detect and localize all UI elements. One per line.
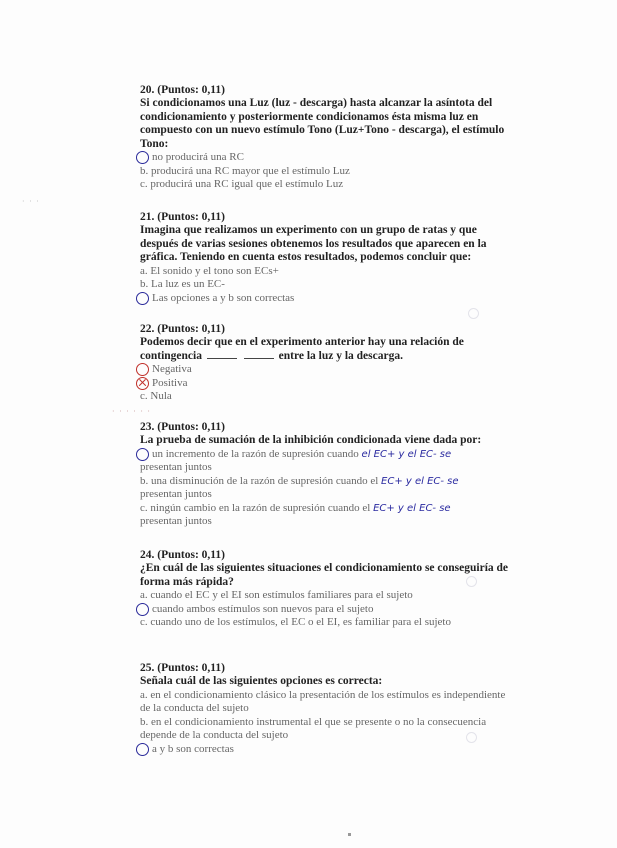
option-text: c. Nula [140,390,172,402]
faint-circle-mark [468,308,479,319]
option-text: a. en el condicionamiento clásico la presentación de los estímulos es independiente de la conducta del sujeto [140,688,506,714]
option-c[interactable] [140,502,512,529]
handwritten-note: EC+ y el EC- se [381,475,459,487]
page-dot [348,833,351,836]
question-header: 20. (Puntos: 0,11) [140,84,225,96]
option-text-continued: presentan juntos [140,488,212,500]
option-text: b. una disminución de la razón de supresión cuando el [140,474,379,487]
option-c[interactable] [140,178,512,192]
option-text: a. El sonido y el tono son ECs+ [140,264,279,277]
option-b[interactable] [140,475,512,502]
question-20 [140,84,512,192]
option-c[interactable] [140,292,512,306]
handwritten-note: el EC+ y el EC- se [361,448,452,460]
question-header: 24. (Puntos: 0,11) [140,549,225,561]
question-21 [140,211,512,305]
option-text: a. cuando el EC y el EI son estímulos familiares para el sujeto [140,589,413,601]
option-b[interactable] [140,603,512,617]
option-c[interactable] [140,616,512,630]
question-header: 23. (Puntos: 0,11) [140,421,225,433]
option-text: Negativa [152,363,192,375]
option-a[interactable] [140,363,512,377]
answer-circle-blue [136,743,149,756]
question-header: 22. (Puntos: 0,11) [140,323,225,335]
option-b[interactable] [140,377,512,391]
question-stem: Señala cuál de las siguientes opciones es correcta: [140,675,383,687]
question-25 [140,662,512,756]
answer-crossed-circle [136,377,149,390]
stem-part-b: entre la luz y la descarga. [278,349,403,362]
option-text: c. producirá una RC igual que el estímulo Luz [140,178,344,190]
option-b[interactable] [140,716,512,743]
option-text: b. La luz es un EC- [140,278,225,290]
option-text: b. en el condicionamiento instrumental el que se presente o no la consecuencia depende de la conducta del sujeto [140,715,487,741]
stray-scan-mark: · · · [22,197,40,206]
question-24 [140,549,512,630]
answer-circle-blue [136,448,149,461]
option-text: no producirá una RC [152,151,244,163]
option-b[interactable] [140,278,512,292]
answer-circle-blue [136,151,149,164]
option-a[interactable] [140,265,512,279]
option-text: b. producirá una RC mayor que el estímulo Luz [140,164,350,177]
option-a[interactable] [140,448,512,475]
handwritten-note: EC+ y el EC- se [373,502,451,514]
option-text: c. cuando uno de los estímulos, el EC o el EI, es familiar para el sujeto [140,616,451,628]
option-a[interactable] [140,589,512,603]
option-text-continued: presentan juntos [140,461,212,473]
answer-circle-blue [136,292,149,305]
option-c[interactable] [140,743,512,757]
blank-line [207,358,237,359]
option-text: Positiva [152,376,188,389]
option-a[interactable] [140,151,512,165]
blank-line [244,358,274,359]
stem-part-a: Podemos decir que en el experimento anterior hay una relación de contingencia [140,336,464,362]
option-a[interactable] [140,689,512,716]
answer-circle-red [136,363,149,376]
option-c[interactable] [140,390,512,404]
option-text-continued: presentan juntos [140,515,212,527]
question-header: 21. (Puntos: 0,11) [140,211,225,223]
option-text: cuando ambos estímulos son nuevos para el sujeto [152,602,374,615]
question-stem: La prueba de sumación de la inhibición condicionada viene dada por: [140,434,482,446]
question-stem: ¿En cuál de las siguientes situaciones el condicionamiento se conseguiría de forma más rápida? [140,562,509,588]
stray-scan-mark: · · · · · · [112,407,151,416]
question-header: 25. (Puntos: 0,11) [140,662,225,674]
question-stem [140,336,512,363]
option-text: a y b son correctas [152,742,234,755]
option-text: c. ningún cambio en la razón de supresión cuando el [140,501,371,514]
option-b[interactable] [140,165,512,179]
question-stem: Si condicionamos una Luz (luz - descarga) hasta alcanzar la asíntota del condicionamiento y posteriormente condicionamos ésta misma luz en compuesto con un nuevo estímulo Tono (Luz+Tono - descarga), el estímulo Tono: [140,97,505,150]
question-23 [140,421,512,529]
question-stem: Imagina que realizamos un experimento con un grupo de ratas y que después de varias sesiones obtenemos los resultados que aparecen en la gráfica. Teniendo en cuenta estos resultados, podemos concluir que: [140,224,487,263]
answer-circle-blue [136,603,149,616]
option-text: Las opciones a y b son correctas [152,291,295,304]
option-text: un incremento de la razón de supresión cuando [152,447,359,460]
question-22 [140,323,512,404]
